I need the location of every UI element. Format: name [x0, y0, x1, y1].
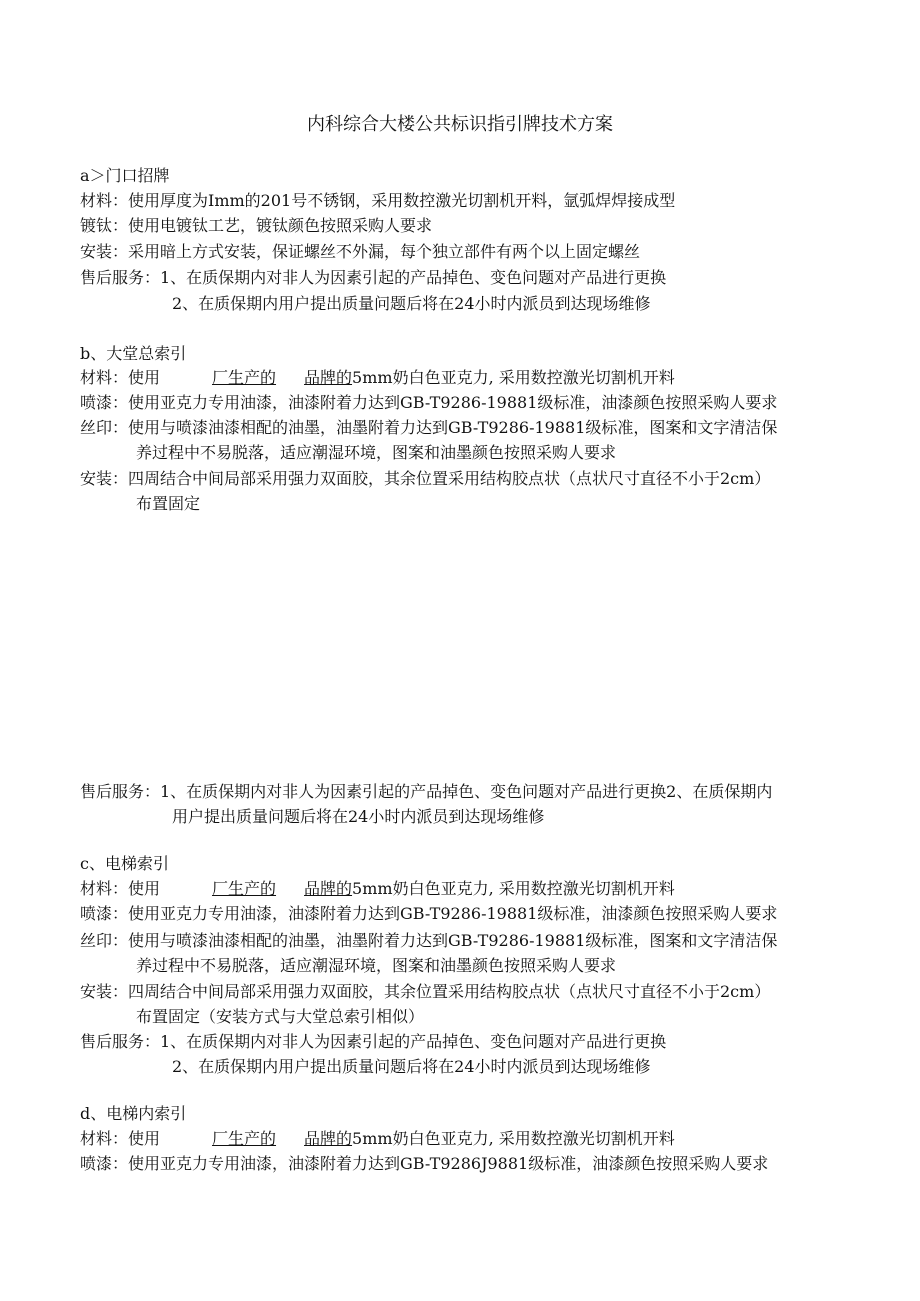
section-d-heading: d、电梯内索引 — [80, 1104, 187, 1123]
section-c-print-2: 养过程中不易脱落，适应潮湿环境，图案和油墨颜色按照采购人要求 — [136, 956, 617, 975]
material-prefix: 材料：使用 — [80, 879, 161, 898]
section-c-paint: 喷漆：使用亚克力专用油漆，油漆附着力达到GB-T9286-19881级标准，油漆颜色按照采购人要求 — [80, 904, 778, 923]
section-b-print-1: 丝印：使用与喷漆油漆相配的油墨，油墨附着力达到GB-T9286-19881级标准，图案和文字清洁保 — [80, 418, 778, 437]
material-suffix: 5mm奶白色亚克力, 采用数控激光切割机开料 — [352, 368, 675, 387]
section-c-install-1: 安装：四周结合中间局部采用强力双面胶，其余位置采用结构胶点状（点状尺寸直径不小于2cm） — [80, 982, 771, 1001]
section-a-material: 材料：使用厚度为Imm的201号不锈钢，采用数控激光切割机开料，氩弧焊焊接成型 — [80, 191, 676, 210]
section-c-print-1: 丝印：使用与喷漆油漆相配的油墨，油墨附着力达到GB-T9286-19881级标准，图案和文字清洁保 — [80, 931, 778, 950]
section-c-material — [80, 877, 675, 901]
page-title: 内科综合大楼公共标识指引牌技术方案 — [307, 114, 613, 135]
section-c-service-1: 售后服务：1、在质保期内对非人为因素引起的产品掉色、变色问题对产品进行更换 — [80, 1032, 667, 1051]
factory-blank: 厂生产的 — [212, 879, 277, 898]
section-c-install-2: 布置固定（安装方式与大堂总索引相似） — [136, 1007, 425, 1026]
section-d-material — [80, 1127, 675, 1151]
section-a-service-1: 售后服务：1、在质保期内对非人为因素引起的产品掉色、变色问题对产品进行更换 — [80, 268, 667, 287]
section-b-paint: 喷漆：使用亚克力专用油漆，油漆附着力达到GB-T9286-19881级标准，油漆颜色按照采购人要求 — [80, 393, 778, 412]
section-b-service-1: 售后服务：1、在质保期内对非人为因素引起的产品掉色、变色问题对产品进行更换2、在质保期内 — [80, 782, 773, 801]
section-b-install-2: 布置固定 — [136, 494, 201, 513]
section-c-heading: c、电梯索引 — [80, 854, 169, 873]
section-a-plating: 镀钛：使用电镀钛工艺，镀钛颜色按照采购人要求 — [80, 216, 433, 235]
section-a-install: 安装：采用暗上方式安装，保证螺丝不外漏，每个独立部件有两个以上固定螺丝 — [80, 242, 641, 261]
material-prefix: 材料：使用 — [80, 368, 161, 387]
section-a-service-2: 2、在质保期内用户提出质量问题后将在24小时内派员到达现场维修 — [172, 294, 651, 313]
section-b-print-2: 养过程中不易脱落，适应潮湿环境，图案和油墨颜色按照采购人要求 — [136, 443, 617, 462]
brand-blank: 品牌的 — [304, 1129, 353, 1148]
section-d-paint: 喷漆：使用亚克力专用油漆，油漆附着力达到GB-T9286J9881级标准，油漆颜色按照采购人要求 — [80, 1154, 769, 1173]
section-b-heading: b、大堂总索引 — [80, 344, 187, 363]
section-b-service-2: 用户提出质量问题后将在24小时内派员到达现场维修 — [172, 807, 545, 826]
material-suffix: 5mm奶白色亚克力, 采用数控激光切割机开料 — [352, 1129, 675, 1148]
factory-blank: 厂生产的 — [212, 368, 277, 387]
section-c-service-2: 2、在质保期内用户提出质量问题后将在24小时内派员到达现场维修 — [172, 1057, 651, 1076]
factory-blank: 厂生产的 — [212, 1129, 277, 1148]
section-b-install-1: 安装：四周结合中间局部采用强力双面胶，其余位置采用结构胶点状（点状尺寸直径不小于2cm） — [80, 469, 771, 488]
brand-blank: 品牌的 — [304, 879, 353, 898]
section-a-heading: a＞门口招牌 — [80, 166, 170, 185]
brand-blank: 品牌的 — [304, 368, 353, 387]
section-b-material — [80, 366, 675, 390]
material-prefix: 材料：使用 — [80, 1129, 161, 1148]
material-suffix: 5mm奶白色亚克力, 采用数控激光切割机开料 — [352, 879, 675, 898]
